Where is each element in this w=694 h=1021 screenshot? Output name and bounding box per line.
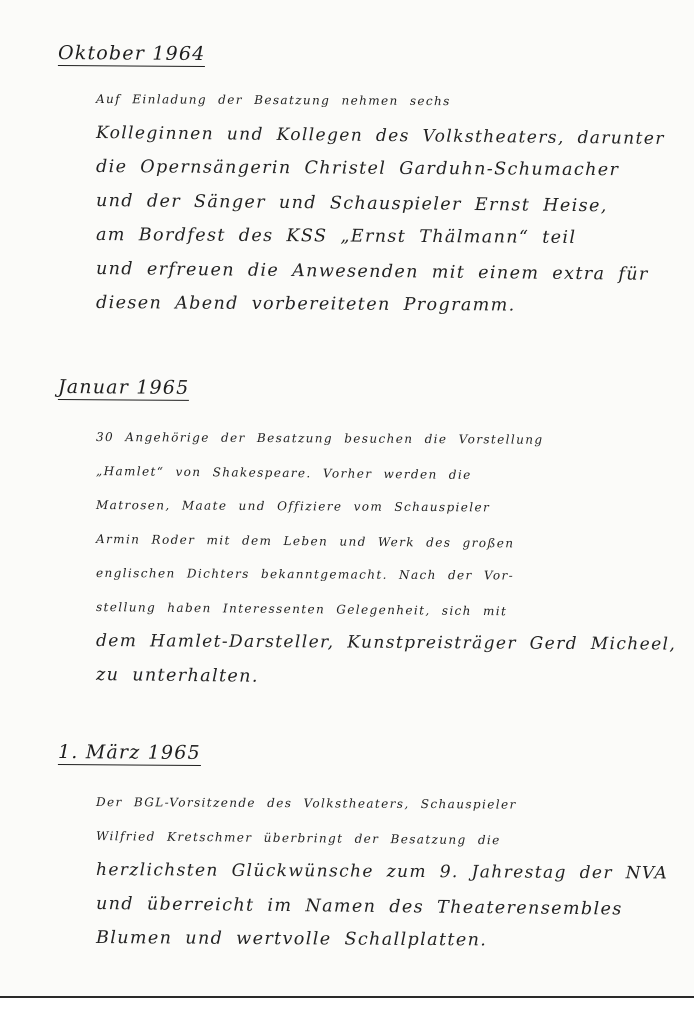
text-line: „Hamlet“ von Shakespeare. Vorher werden die (95, 464, 472, 482)
text-line: herzlichsten Glückwünsche zum 9. Jahrestag der NVA (95, 860, 669, 884)
entry-date-oktober-1964: Oktober 1964 (57, 42, 206, 66)
text-line: stellung haben Interessenten Gelegenheit, sich mit (95, 600, 508, 619)
entry-text-oktober-1964 (96, 82, 665, 320)
text-line: dem Hamlet-Darsteller, Kunstpreisträger Gerd Micheel, (95, 631, 677, 655)
text-line: und überreicht im Namen des Theaterensembles (95, 894, 623, 920)
text-line: und der Sänger und Schauspieler Ernst Heise, (95, 191, 608, 217)
page-bottom-rule (0, 996, 694, 998)
text-line: Der BGL-Vorsitzende des Volkstheaters, Schauspieler (95, 795, 517, 812)
text-line: Auf Einladung der Besatzung nehmen sechs (95, 92, 451, 109)
text-line: englischen Dichters bekanntgemacht. Nach der Vor- (95, 566, 515, 583)
text-line: diesen Abend vorbereiteten Programm. (95, 293, 516, 316)
text-line: Matrosen, Maate und Offiziere vom Schauspieler (95, 498, 491, 515)
text-line: Kolleginnen und Kollegen des Volkstheaters, darunter (95, 123, 665, 149)
entry-date-1-maerz-1965: 1. März 1965 (57, 741, 201, 764)
text-line: zu unterhalten. (95, 665, 259, 687)
entry-text-1-maerz-1965 (96, 785, 668, 955)
text-line: Armin Roder mit dem Leben und Werk des großen (95, 532, 515, 551)
text-line: und erfreuen die Anwesenden mit einem extra für (95, 259, 649, 285)
text-line: Blumen und wertvolle Schallplatten. (95, 928, 488, 951)
entry-text-januar-1965 (96, 420, 676, 692)
text-line: 30 Angehörige der Besatzung besuchen die Vorstellung (95, 430, 544, 447)
text-line: die Opernsängerin Christel Garduhn-Schumacher (95, 157, 620, 181)
entry-date-januar-1965: Januar 1965 (57, 376, 190, 399)
text-line: Wilfried Kretschmer überbringt der Besatzung die (95, 829, 501, 848)
text-line: am Bordfest des KSS „Ernst Thälmann“ teil (95, 225, 577, 248)
